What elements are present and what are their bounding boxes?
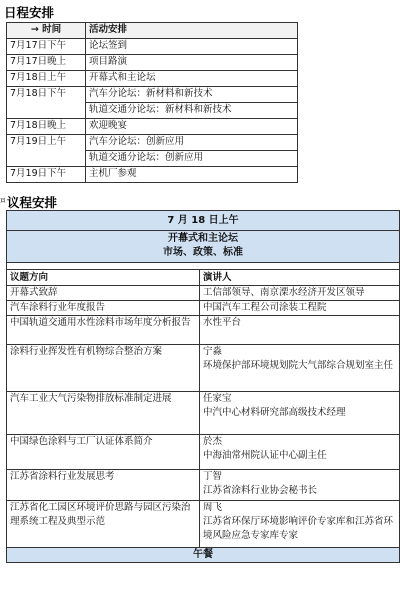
agenda-speaker-cell: [200, 435, 400, 470]
speaker-name: 任家宝: [203, 393, 232, 404]
agenda-session-title: 开幕式和主论坛: [168, 233, 238, 244]
schedule-event: 轨道交通分论坛：创新应用: [86, 151, 298, 167]
agenda-row: [7, 286, 400, 301]
schedule-event: 欢迎晚宴: [86, 119, 298, 135]
speaker-title: 江苏省环保厅环境影响评价专家库和江苏省环境风险应急专家库专家: [203, 516, 394, 541]
schedule-time: 7月19日上午: [7, 135, 86, 167]
agenda-row: [7, 501, 400, 548]
agenda-topic: 江苏省化工园区环境评价思路与园区污染治理系统工程及典型示范: [7, 501, 200, 548]
schedule-time: 7月18日晚上: [7, 119, 86, 135]
anchor-marker: ¤: [0, 196, 6, 206]
speaker-name: 宁淼: [203, 346, 223, 357]
schedule-row: [7, 55, 298, 71]
agenda-topic: 汽车工业大气污染物排放标准制定进展: [7, 392, 200, 435]
schedule-time: 7月17日下午: [7, 39, 86, 55]
schedule-table: [6, 22, 298, 183]
speaker-title: 江苏省涂料行业协会秘书长: [203, 485, 318, 496]
agenda-row: [7, 470, 400, 501]
agenda-lunch: 午餐: [7, 548, 400, 563]
agenda-session: [7, 231, 400, 263]
schedule-header-time: → 时间: [7, 23, 86, 39]
speaker-name: 周飞: [203, 502, 223, 513]
schedule-event: 开幕式和主论坛: [86, 71, 298, 87]
schedule-event: 汽车分论坛：新材料和新技术: [86, 87, 298, 103]
schedule-time: 7月18日上午: [7, 71, 86, 87]
schedule-header-event: 活动安排: [86, 23, 298, 39]
speaker-name: 丁智: [203, 471, 223, 482]
schedule-event: 项目路演: [86, 55, 298, 71]
schedule-time: 7月18日下午: [7, 87, 86, 119]
schedule-row: [7, 135, 298, 151]
agenda-speaker-cell: [200, 392, 400, 435]
agenda-speaker: 工信部领导、南京溧水经济开发区领导: [200, 286, 400, 301]
speaker-title: 中汽中心材料研究部高级技术经理: [203, 407, 346, 418]
agenda-row: [7, 435, 400, 470]
agenda-session-row: [7, 231, 400, 263]
agenda-row: [7, 316, 400, 345]
agenda-day: 7 月 18 日上午: [7, 211, 400, 231]
agenda-topic: 开幕式致辞: [7, 286, 200, 301]
agenda-speaker-cell: [200, 501, 400, 548]
agenda-row: [7, 392, 400, 435]
schedule-row: [7, 119, 298, 135]
agenda-lunch-row: [7, 548, 400, 563]
schedule-time: 7月19日下午: [7, 167, 86, 183]
schedule-event: 论坛签到: [86, 39, 298, 55]
schedule-title: 日程安排: [4, 5, 55, 20]
schedule-event: 汽车分论坛：创新应用: [86, 135, 298, 151]
speaker-name: 於杰: [203, 436, 223, 447]
agenda-title: 议程安排: [7, 195, 58, 210]
agenda-col-topic: 议题方向: [7, 270, 200, 286]
agenda-topic: 涂料行业挥发性有机物综合整治方案: [7, 345, 200, 392]
agenda-speaker-cell: [200, 470, 400, 501]
agenda-speaker: 中国汽车工程公司涂装工程院: [200, 301, 400, 316]
agenda-topic: 江苏省涂料行业发展思考: [7, 470, 200, 501]
agenda-session-subtitle: 市场、政策、标准: [163, 247, 243, 258]
agenda-day-row: [7, 211, 400, 231]
agenda-header-row: [7, 270, 400, 286]
speaker-title: 环境保护部环境规划院大气部综合规划室主任: [203, 360, 394, 371]
schedule-row: [7, 87, 298, 103]
agenda-topic: 中国轨道交通用水性涂料市场年度分析报告: [7, 316, 200, 345]
agenda-speaker: 水性平台: [200, 316, 400, 345]
agenda-topic: 汽车涂料行业年度报告: [7, 301, 200, 316]
schedule-time: 7月17日晚上: [7, 55, 86, 71]
agenda-topic: 中国绿色涂料与工厂认证体系简介: [7, 435, 200, 470]
agenda-row: [7, 301, 400, 316]
schedule-event: 轨道交通分论坛：新材料和新技术: [86, 103, 298, 119]
agenda-spacer: [7, 263, 400, 270]
schedule-header-row: [7, 23, 298, 39]
schedule-row: [7, 71, 298, 87]
schedule-event: 主机厂参观: [86, 167, 298, 183]
speaker-title: 中海油常州院认证中心副主任: [203, 450, 327, 461]
spacer-cell: [7, 263, 400, 270]
schedule-row: [7, 167, 298, 183]
agenda-col-speaker: 演讲人: [200, 270, 400, 286]
agenda-speaker-cell: [200, 345, 400, 392]
agenda-table: [6, 210, 400, 563]
schedule-row: [7, 39, 298, 55]
agenda-row: [7, 345, 400, 392]
